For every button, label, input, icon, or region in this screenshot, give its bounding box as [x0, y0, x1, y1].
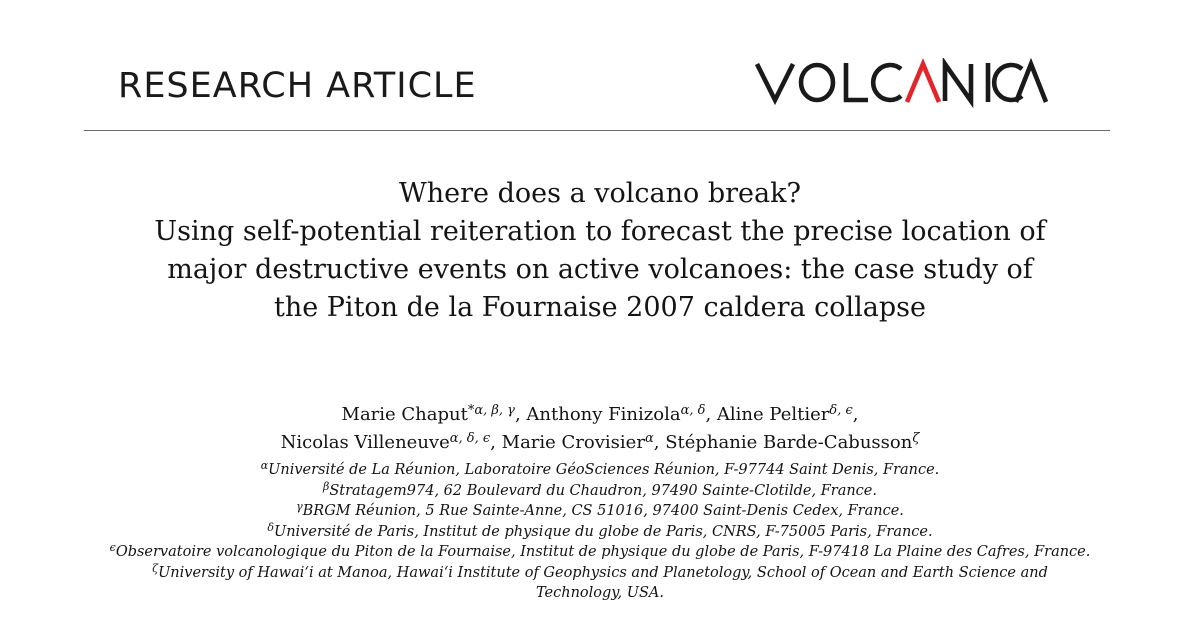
journal-logo	[755, 58, 1055, 108]
author-affiliation-marks: α, δ, ϵ	[449, 431, 491, 446]
header-divider	[84, 130, 1110, 131]
author-list	[60, 401, 1140, 457]
author-name: Stéphanie Barde-Cabusson	[665, 432, 913, 453]
author-affiliation-marks: δ, ϵ	[829, 403, 853, 418]
title-line: the Piton de la Fournaise 2007 caldera collapse	[273, 292, 927, 323]
affiliation-item	[50, 522, 1150, 543]
author-affiliation-marks: α, δ	[680, 403, 706, 418]
affiliation-mark: α	[260, 459, 269, 472]
affiliation-text: Université de La Réunion, Laboratoire GéoSciences Réunion, F-97744 Saint Denis, France.	[268, 462, 940, 478]
affiliation-text: Stratagem974, 62 Boulevard du Chaudron, 97490 Sainte-Clotilde, France.	[329, 482, 877, 499]
affiliation-text: Observatoire volcanologique du Piton de la Fournaise, Institut de physique du globe de Paris, F-97418 La Plaine des Cafres, France.	[115, 544, 1091, 560]
author-name: Marie Crovisier	[501, 432, 645, 453]
affiliation-item	[50, 542, 1150, 563]
affiliation-item	[50, 481, 1150, 502]
author-line: Marie Chaput$^{*\alpha, \beta, \gamma}$, Anthony Finizola$^{\alpha, \delta}$, Aline Peltier$^{\delta, \epsilon}$,	[341, 403, 859, 425]
affiliation-continuation: Technology, USA.	[535, 585, 665, 601]
title-line: major destructive events on active volcanoes: the case study of	[167, 254, 1033, 285]
affiliation-list	[50, 460, 1150, 604]
affiliation-mark: β	[322, 479, 330, 493]
title-line: Using self-potential reiteration to forecast the precise location of	[154, 216, 1046, 247]
author-name: Aline Peltier	[716, 404, 830, 425]
affiliation-mark: ζ	[152, 561, 159, 575]
affiliation-item	[50, 460, 1150, 481]
article-type-label: RESEARCH ARTICLE	[118, 66, 477, 106]
author-name: Nicolas Villeneuve	[280, 432, 450, 453]
affiliation-item	[50, 563, 1150, 584]
affiliation-mark: γ	[296, 500, 303, 513]
affiliation-text: Université de Paris, Institut de physique du globe de Paris, CNRS, F-75005 Paris, France.	[273, 523, 933, 540]
author-name: Anthony Finizola	[526, 404, 681, 425]
title-line: Where does a volcano break?	[399, 178, 801, 209]
affiliation-mark: δ	[267, 520, 274, 534]
paper-title	[60, 175, 1140, 327]
author-affiliation-marks: α	[644, 431, 654, 446]
affiliation-text: University of Hawai‘i at Manoa, Hawai‘i Institute of Geophysics and Planetology, School of Ocean and Earth Science and	[158, 564, 1048, 581]
author-affiliation-marks: *α, β, γ	[467, 403, 515, 418]
affiliation-mark: ϵ	[109, 541, 116, 554]
affiliation-text: BRGM Réunion, 5 Rue Sainte-Anne, CS 51016, 97400 Saint-Denis Cedex, France.	[302, 503, 904, 519]
affiliation-item	[50, 501, 1150, 522]
author-affiliation-marks: ζ	[912, 431, 920, 446]
author-line: Nicolas Villeneuve$^{\alpha, \delta, \epsilon}$, Marie Crovisier$^\alpha$, Stéphanie Barde-Cabusson$^\zeta$	[280, 431, 920, 453]
author-name: Marie Chaput	[341, 404, 468, 425]
